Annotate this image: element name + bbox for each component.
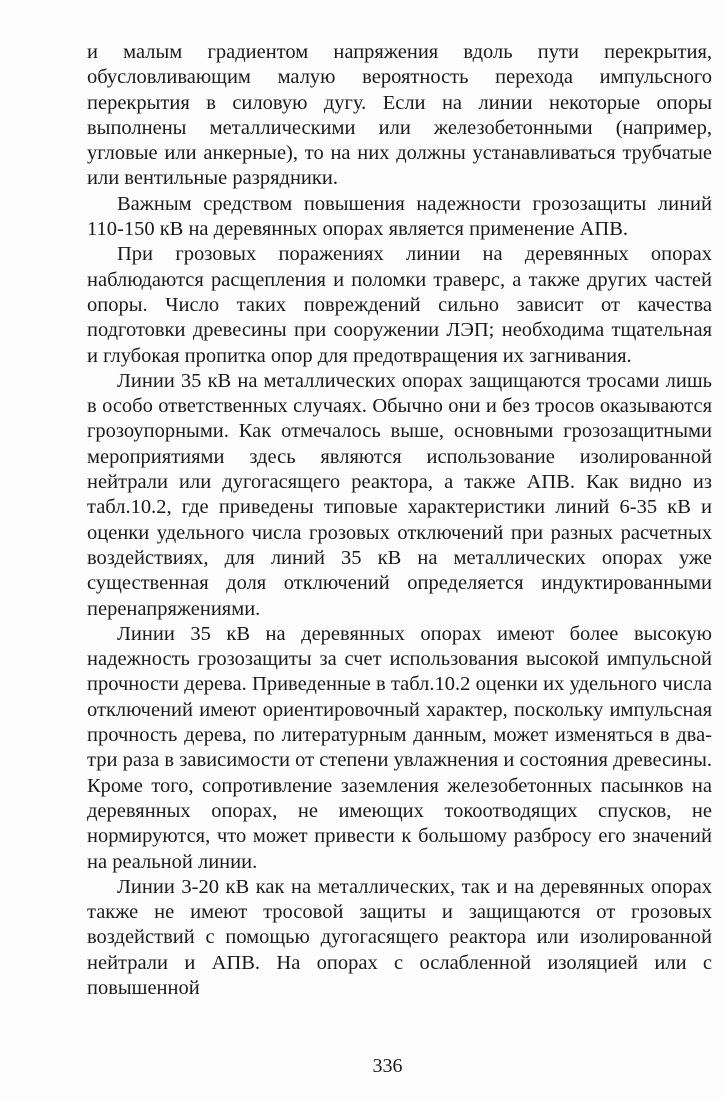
paragraph-4: Линии 35 кВ на металлических опорах защищаются тросами лишь в особо ответственных случаях. Обычно они и без тросов оказываются грозоупорными. Как отмечалось выше, основными грозозащитными мероприятиями здесь являются использование изолированной нейтрали или дугогасящего реактора, а также АПВ. Как видно из табл.10.2, где приведены типовые характеристики линий 6-35 кВ и оценки удельного числа грозовых отключений при разных расчетных воздействиях, для линий 35 кВ на металлических опорах уже существенная доля отключений определяется индуктированными перенапряжениями. (87, 369, 712, 620)
paragraph-5: Линии 35 кВ на деревянных опорах имеют более высокую надежность грозозащиты за счет использования высокой импульсной прочности дерева. Приведенные в табл.10.2 оценки их удельного числа отключений имеют ориентировочный характер, поскольку импульсная прочность дерева, по литературным данным, может изменяться в два-три раза в зависимости от степени увлажнения и состояния древесины. Кроме того, сопротивление заземления железобетонных пасынков на деревянных опорах, не имеющих токоотводящих спусков, не нормируются, что может привести к большому разбросу его значений на реальной линии. (87, 622, 712, 873)
paragraph-3: При грозовых поражениях линии на деревянных опорах наблюдаются расщепления и поломки траверс, а также других частей опоры. Число таких повреждений сильно зависит от качества подготовки древесины при сооружении ЛЭП; необходима тщательная и глубокая пропитка опор для предотвращения их загнивания. (87, 243, 712, 367)
paragraph-2: Важным средством повышения надежности грозозащиты линий 110-150 кВ на деревянных опорах является применение АПВ. (87, 192, 712, 241)
page-number: 336 (372, 1055, 403, 1077)
paragraph-1: и малым градиентом напряжения вдоль пути перекрытия, обусловливающим малую вероятность перехода импульсного перекрытия в силовую дугу. Если на линии некоторые опоры выполнены металлическими или железобетонными (например, угловые или анкерные), то на них должны устанавливаться трубчатые или вентильные разрядники. (87, 41, 712, 190)
paragraph-6: Линии 3-20 кВ как на металлических, так и на деревянных опорах также не имеют тросовой защиты и защищаются от грозовых воздействий с помощью дугогасящего реактора или изолированной нейтрали и АПВ. На опорах с ослабленной изоляцией или с повышенной (87, 875, 712, 999)
body-text (87, 40, 712, 1001)
